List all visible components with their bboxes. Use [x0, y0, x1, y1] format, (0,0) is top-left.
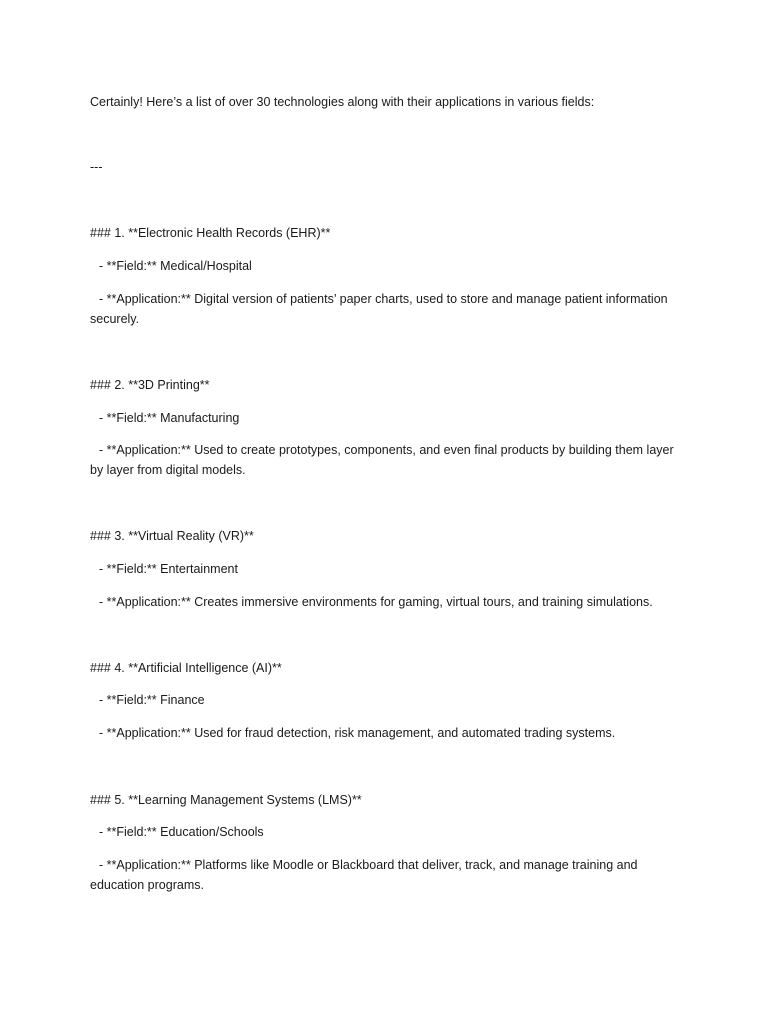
- intro-text: Certainly! Here’s a list of over 30 technologies along with their applications in various fields:: [90, 95, 595, 109]
- section-heading: ### 1. **Electronic Health Records (EHR)**: [90, 226, 331, 240]
- section-application: - **Application:** Used to create prototypes, components, and even final products by building them layer by layer from digital models.: [90, 443, 674, 477]
- section-heading: ### 3. **Virtual Reality (VR)**: [90, 529, 254, 543]
- separator: ---: [90, 160, 103, 174]
- section-field: - **Field:** Medical/Hospital: [99, 259, 252, 273]
- section-application: - **Application:** Used for fraud detection, risk management, and automated trading systems.: [99, 726, 616, 740]
- section-field: - **Field:** Finance: [99, 693, 205, 707]
- section-application: - **Application:** Digital version of patients’ paper charts, used to store and manage patient information securely.: [90, 292, 668, 326]
- section-heading: ### 2. **3D Printing**: [90, 378, 210, 392]
- section-field: - **Field:** Manufacturing: [99, 411, 240, 425]
- section-heading: ### 5. **Learning Management Systems (LMS)**: [90, 793, 362, 807]
- section-application: - **Application:** Creates immersive environments for gaming, virtual tours, and training simulations.: [99, 595, 653, 609]
- section-field: - **Field:** Entertainment: [99, 562, 238, 576]
- section-heading: ### 4. **Artificial Intelligence (AI)**: [90, 661, 282, 675]
- section-application: - **Application:** Platforms like Moodle or Blackboard that deliver, track, and manage training and education programs.: [90, 858, 638, 892]
- section-field: - **Field:** Education/Schools: [99, 825, 264, 839]
